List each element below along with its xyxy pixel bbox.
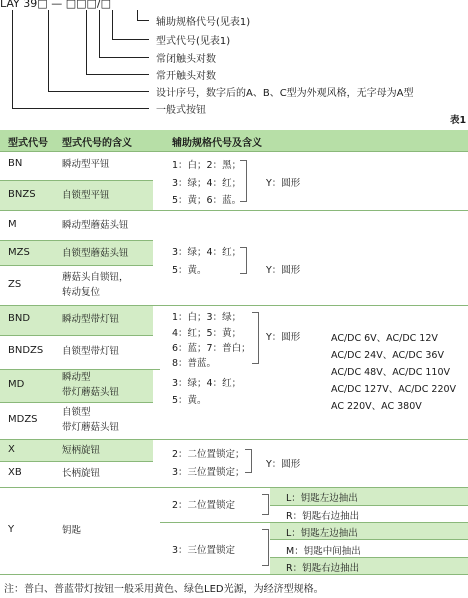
row-code-bndzs: BNDZS [8, 345, 44, 356]
voltage-2: AC/DC 24V、AC/DC 36V [331, 350, 444, 361]
aux-g2-line1: 3：绿；4：红； [172, 247, 242, 258]
row-code-zs: ZS [8, 279, 22, 290]
row-meaning-bnd: 瞬动型带灯钮 [62, 314, 120, 325]
model-dash: — [51, 0, 63, 10]
aux-g5-shape: Y：圆形 [266, 459, 301, 470]
row-code-bnzs: BNZS [8, 189, 36, 200]
aux-key-2pos: 2：二位置锁定 [172, 500, 236, 511]
legend-design-no: 设计序号，数字后的A、B、C型为外观风格，无字母为A型 [156, 88, 414, 99]
aux-g5-line2: 3：三位置锁定； [172, 467, 245, 478]
row-code-bn: BN [8, 158, 23, 169]
row-meaning-x: 短柄旋钮 [62, 445, 101, 456]
model-box-3: □ [76, 0, 87, 10]
bracket-g2 [240, 247, 247, 274]
row-meaning-xb: 长柄旋钮 [62, 468, 101, 479]
aux-g4-line2: 5：黄。 [172, 395, 207, 406]
row-code-bnd: BND [8, 313, 31, 324]
key2-opt-left: L：钥匙左边抽出 [286, 493, 358, 504]
legend-general: 一般式按钮 [156, 105, 206, 116]
footnote: 注：普白、普蓝带灯按钮一般采用黄色、绿色LED光源，为经济型规格。 [4, 584, 324, 595]
bracket-g1 [240, 160, 247, 202]
legend-nc-contacts: 常闭触头对数 [156, 54, 216, 65]
aux-key-3pos: 3：三位置锁定 [172, 545, 236, 556]
voltage-5: AC 220V、AC 380V [331, 401, 422, 412]
row-meaning-mzs: 自锁型蘑菇头钮 [62, 248, 129, 259]
voltage-1: AC/DC 6V、AC/DC 12V [331, 333, 438, 344]
aux-g3-line3: 6：蓝；7：普白； [172, 343, 251, 354]
row-code-x: X [8, 444, 15, 455]
aux-g4-line1: 3：绿；4：红； [172, 378, 242, 389]
aux-g3-line1: 1：白；3：绿； [172, 312, 242, 323]
aux-g3-line2: 4：红；5：黄； [172, 328, 242, 339]
model-prefix: LAY [0, 0, 20, 10]
aux-g1-line2: 3：绿；4：红； [172, 178, 242, 189]
row-meaning-md: 瞬动型 带灯蘑菇头钮 [62, 372, 120, 398]
key2-opt-right: R：钥匙右边抽出 [286, 511, 360, 522]
legend-no-contacts: 常开触头对数 [156, 71, 216, 82]
header-type-code: 型式代号 [8, 138, 48, 149]
row-code-md: MD [8, 379, 25, 390]
row-meaning-mdzs: 自锁型 带灯蘑菇头钮 [62, 407, 120, 433]
bracket-key2 [262, 494, 269, 515]
row-meaning-bndzs: 自锁型带灯钮 [62, 346, 120, 357]
row-meaning-zs: 蘑菇头自锁钮， 转动复位 [62, 272, 129, 298]
row-code-mdzs: MDZS [8, 414, 38, 425]
legend-aux-spec: 辅助规格代号(见表1) [156, 17, 251, 28]
aux-g1-line3: 5：黄；6：蓝。 [172, 195, 242, 206]
aux-g3-shape: Y：圆形 [266, 332, 301, 343]
voltage-4: AC/DC 127V、AC/DC 220V [331, 384, 457, 395]
model-box-1: □ [37, 0, 48, 10]
model-box-4: □ [86, 0, 97, 10]
bracket-g5 [245, 449, 252, 473]
aux-g3-line4: 8：普蓝。 [172, 358, 217, 369]
model-slash: / [96, 0, 101, 10]
model-box-2: □ [65, 0, 77, 10]
row-meaning-y: 钥匙 [62, 525, 82, 536]
voltage-3: AC/DC 48V、AC/DC 110V [331, 367, 450, 378]
bracket-g3 [252, 312, 259, 364]
table-label: 表1 [450, 115, 467, 126]
row-meaning-m: 瞬动型蘑菇头钮 [62, 220, 129, 231]
legend-type-code: 型式代号(见表1) [156, 36, 231, 47]
aux-g2-shape: Y：圆形 [266, 265, 301, 276]
model-code [0, 0, 111, 10]
model-series: 39 [23, 0, 38, 10]
header-aux: 辅助规格代号及含义 [172, 138, 262, 149]
row-meaning-bnzs: 自锁型平钮 [62, 190, 110, 201]
aux-g1-line1: 1：白；2：黑； [172, 160, 242, 171]
row-code-mzs: MZS [8, 247, 30, 258]
header-meaning: 型式代号的含义 [62, 138, 132, 149]
row-code-y: Y [8, 524, 15, 535]
aux-g2-line2: 5：黄。 [172, 265, 207, 276]
key3-opt-right: R：钥匙右边抽出 [286, 563, 360, 574]
aux-g1-shape: Y：圆形 [266, 178, 301, 189]
model-box-5: □ [100, 0, 112, 10]
key3-opt-middle: M：钥匙中间抽出 [286, 546, 361, 557]
bracket-key3 [262, 529, 269, 566]
row-code-xb: XB [8, 467, 22, 478]
aux-g5-line1: 2：二位置锁定； [172, 449, 245, 460]
row-meaning-bn: 瞬动型平钮 [62, 159, 110, 170]
row-code-m: M [8, 219, 17, 230]
key3-opt-left: L：钥匙左边抽出 [286, 528, 358, 539]
